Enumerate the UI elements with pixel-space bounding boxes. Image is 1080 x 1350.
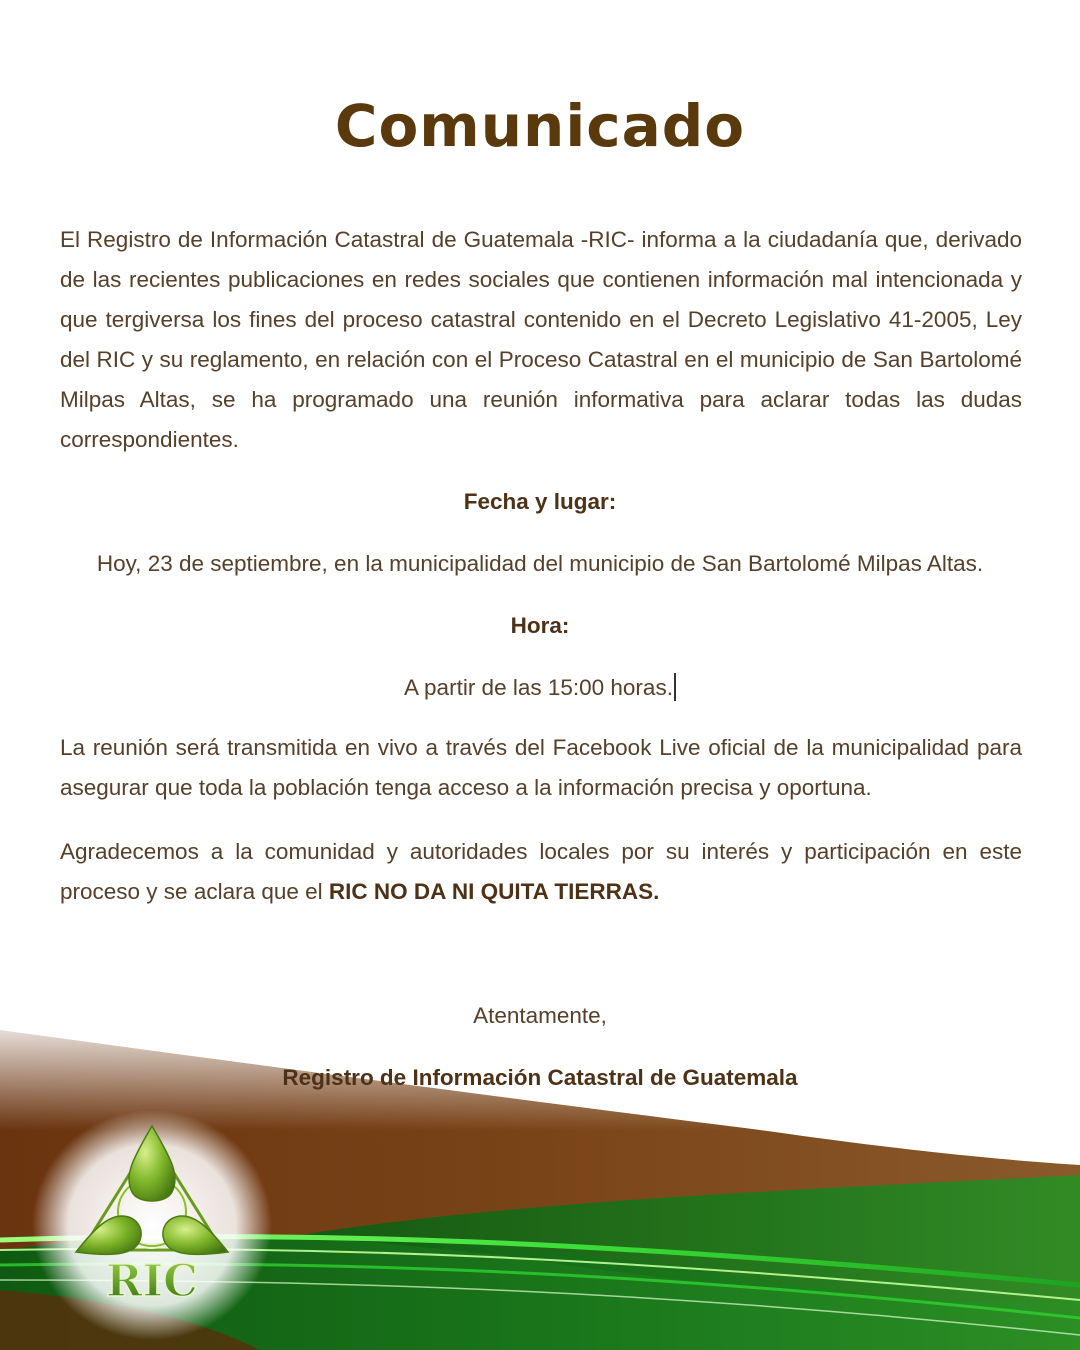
agradecimiento-bold: RIC NO DA NI QUITA TIERRAS. bbox=[328, 879, 660, 904]
hora-text: A partir de las 15:00 horas. bbox=[404, 675, 673, 700]
logo-text: RIC bbox=[105, 1256, 199, 1307]
agradecimiento-text: Agradecemos a la comunidad y autoridades locales por su interés y participación en este proceso y se aclara que el bbox=[60, 839, 1022, 904]
text-cursor bbox=[674, 673, 676, 701]
fecha-heading: Fecha y lugar: bbox=[463, 489, 617, 514]
signature: Registro de Información Catastral de Guatemala bbox=[282, 1065, 798, 1090]
fecha-text: Hoy, 23 de septiembre, en la municipalidad del municipio de San Bartolomé Milpas Altas. bbox=[96, 551, 984, 576]
closing-text: Atentamente, bbox=[473, 1003, 607, 1028]
page-title: Comunicado bbox=[334, 92, 746, 160]
transmision-paragraph: La reunión será transmitida en vivo a través del Facebook Live oficial de la municipalidad para asegurar que toda la población tenga acceso a la información precisa y oportuna. bbox=[60, 735, 1022, 800]
hora-line bbox=[0, 672, 1080, 704]
intro-paragraph: El Registro de Información Catastral de Guatemala -RIC- informa a la ciudadanía que, derivado de las recientes publicaciones en redes sociales que contienen información mal intencionada y que tergiversa los fines del proceso catastral contenido en el Decreto Legislativo 41-2005, Ley del RIC y su reglamento, en relación con el Proceso Catastral en el municipio de San Bartolomé Milpas Altas, se ha programado una reunión informativa para aclarar todas las dudas correspondientes. bbox=[60, 227, 1022, 452]
agradecimiento-paragraph bbox=[60, 832, 1022, 912]
hora-heading: Hora: bbox=[510, 613, 570, 638]
ric-logo bbox=[62, 1120, 242, 1310]
